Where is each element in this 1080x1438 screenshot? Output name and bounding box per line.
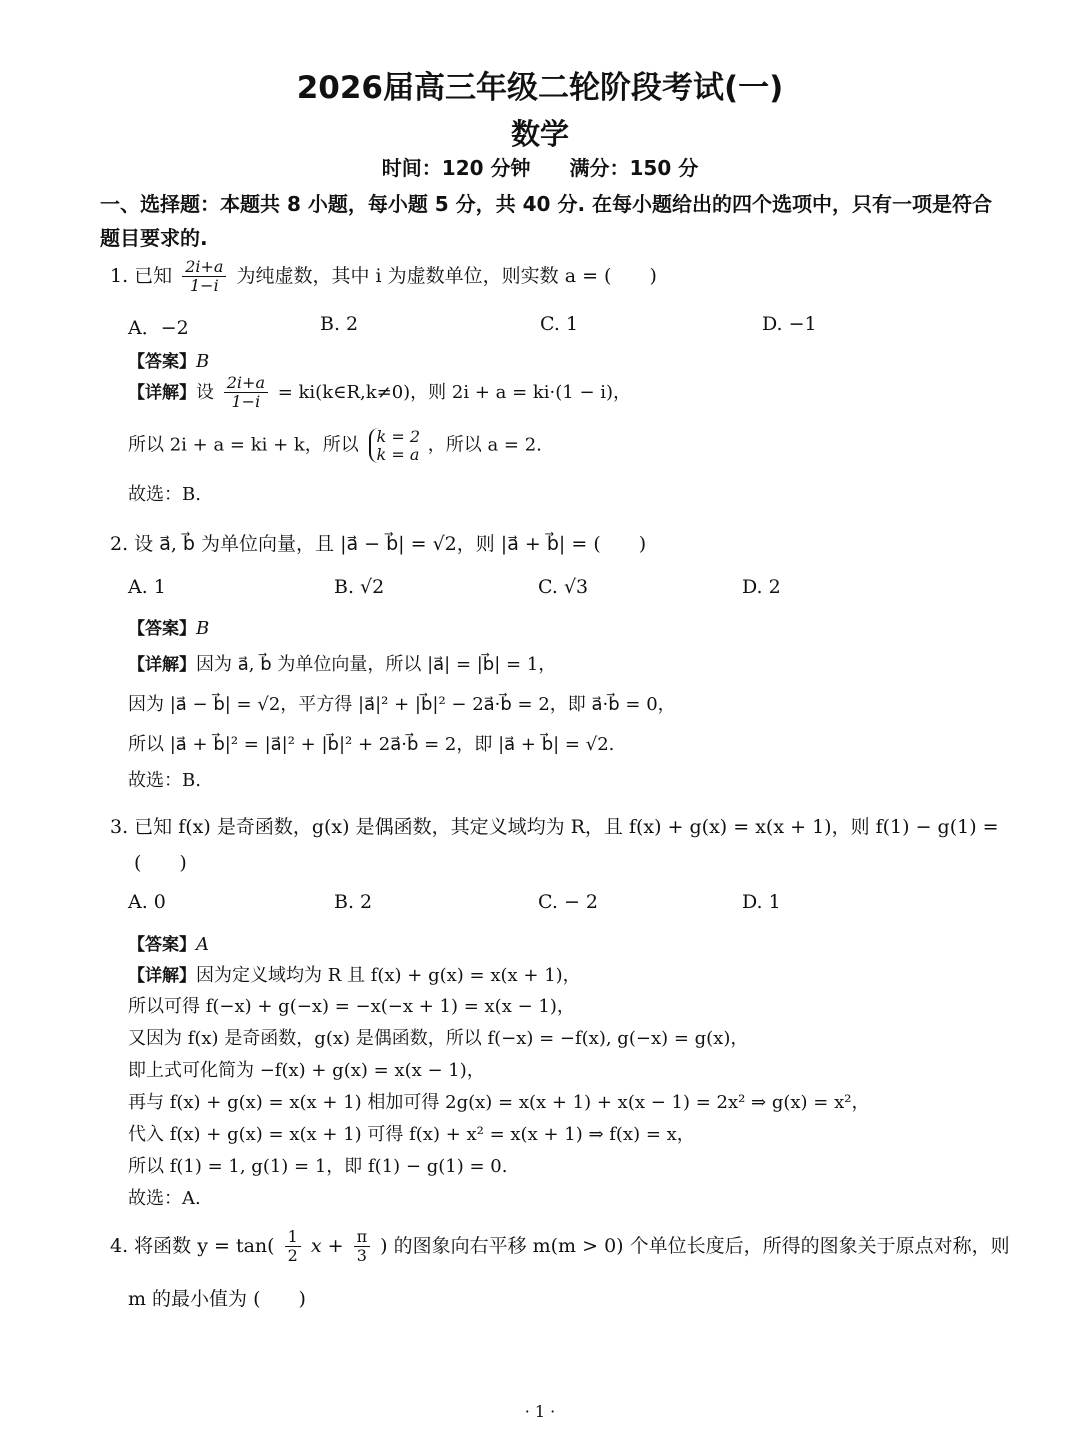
q1-case-2: k = a: [376, 444, 420, 464]
q3-detail-line8: 故选：A.: [128, 1188, 201, 1209]
section-heading-line1: 一、选择题：本题共 8 小题，每小题 5 分，共 40 分. 在每小题给出的四个选项中，只有一项是符合: [100, 192, 993, 216]
q2-detail-line4: 故选：B.: [128, 770, 201, 791]
q3-detail-line5: 再与 f(x) + g(x) = x(x + 1) 相加可得 2g(x) = x(x + 1) + x(x − 1) = 2x² ⇒ g(x) = x²，: [128, 1092, 870, 1113]
q3-detail-line4: 即上式可化简为 −f(x) + g(x) = x(x − 1)，: [128, 1060, 485, 1081]
q3-option-d: D. 1: [742, 891, 781, 913]
q1-equation-system: [369, 428, 420, 463]
q4-fraction-pi-third: [354, 1228, 371, 1266]
question-4-stem-line2: m 的最小值为 ( ): [128, 1288, 306, 1310]
q2-option-c: C. √3: [538, 576, 589, 598]
q4-f1-denominator: 2: [287, 1246, 298, 1266]
q3-detail-line6: 代入 f(x) + g(x) = x(x + 1) 可得 f(x) + x² = x(x + 1) ⇒ f(x) = x，: [128, 1124, 695, 1145]
detail-tag: 【详解】: [128, 382, 196, 403]
q1-option-c: C. 1: [540, 313, 579, 335]
q2-detail-line1: [128, 650, 556, 676]
answer-tag: 【答案】: [128, 352, 196, 372]
q4-stem-pre: 4. 将函数 y = tan(: [110, 1234, 275, 1257]
q1-stem-pre: 1. 已知: [110, 264, 173, 287]
q1-option-a: A．−2: [128, 317, 189, 339]
q3-option-c: C. − 2: [538, 891, 598, 913]
page-number: · 1 ·: [524, 1402, 556, 1421]
subject-title: 数学: [510, 117, 569, 151]
q3-answer-value: A: [196, 934, 209, 955]
q1-d1-post: = ki(k∈R,k≠0)，则 2i + a = ki·(1 − i)，: [277, 381, 632, 403]
q1-d2-pre: 所以 2i + a = ki + k，所以: [128, 434, 359, 456]
q1-detail-line3: 故选：B.: [128, 484, 201, 505]
q2-d1: 因为 a⃗, b⃗ 为单位向量，所以 |a⃗| = |b⃗| = 1，: [196, 654, 557, 675]
q3-detail-line2: 所以可得 f(−x) + g(−x) = −x(−x + 1) = x(x − 1)，: [128, 996, 575, 1017]
q1-detail-fraction-numerator: 2i+a: [224, 374, 268, 393]
full-score: 满分：150 分: [569, 156, 699, 180]
time-limit: 时间：120 分钟: [381, 156, 531, 180]
question-1-stem: [110, 258, 657, 296]
q2-answer-value: B: [196, 618, 210, 639]
q4-fraction-half: [285, 1228, 301, 1266]
q1-detail-line1: [128, 374, 631, 412]
question-4-stem-line1: [110, 1228, 1010, 1266]
q2-option-b: B. √2: [334, 576, 385, 598]
q3-detail-line3: 又因为 f(x) 是奇函数，g(x) 是偶函数，所以 f(−x) = −f(x), g(−x) = g(x)，: [128, 1028, 749, 1049]
q2-option-a: A. 1: [128, 576, 166, 598]
question-3-stem-line2: ( ): [134, 852, 187, 874]
q4-f2-denominator: 3: [356, 1246, 367, 1266]
detail-tag: 【详解】: [128, 966, 196, 986]
q1-fraction-numerator: 2i+a: [182, 258, 226, 277]
q2-detail-line3: 所以 |a⃗ + b⃗|² = |a⃗|² + |b⃗|² + 2a⃗·b⃗ = 2，即 |a⃗ + b⃗| = √2.: [128, 734, 615, 755]
q3-option-b: B. 2: [334, 891, 373, 913]
q4-f2-numerator: π: [354, 1228, 371, 1247]
q4-stem-mid: x +: [310, 1234, 344, 1257]
question-2-stem: 2. 设 a⃗, b⃗ 为单位向量，且 |a⃗ − b⃗| = √2，则 |a⃗ + b⃗| = ( ): [110, 533, 647, 555]
q3-answer: [128, 930, 209, 955]
q1-d1-pre: 设: [196, 381, 214, 403]
answer-tag: 【答案】: [128, 619, 196, 639]
q1-detail-fraction-denominator: 1−i: [231, 392, 261, 412]
q1-detail-fraction: [224, 374, 268, 412]
q1-answer: [128, 347, 209, 372]
q3-detail-line1: [128, 961, 581, 987]
exam-info: [0, 152, 1080, 181]
answer-tag: 【答案】: [128, 935, 196, 955]
detail-tag: 【详解】: [128, 655, 196, 675]
q1-option-d: D. −1: [762, 313, 817, 335]
q1-d2-post: ，所以 a = 2.: [427, 434, 542, 456]
q1-fraction-denominator: 1−i: [189, 276, 219, 296]
section-heading-line2: 题目要求的.: [100, 226, 208, 250]
q3-detail-line7: 所以 f(1) = 1, g(1) = 1，即 f(1) − g(1) = 0.: [128, 1156, 508, 1177]
q1-fraction: [182, 258, 226, 296]
q4-f1-numerator: 1: [285, 1228, 301, 1247]
q1-option-b: B. 2: [320, 313, 359, 335]
q3-d1: 因为定义域均为 R 且 f(x) + g(x) = x(x + 1)，: [196, 965, 581, 986]
question-3-stem-line1: 3. 已知 f(x) 是奇函数，g(x) 是偶函数，其定义域均为 R，且 f(x) + g(x) = x(x + 1)，则 f(1) − g(1) =: [110, 816, 999, 838]
q1-stem-post: 为纯虚数，其中 i 为虚数单位，则实数 a = ( ): [236, 264, 657, 287]
q2-option-d: D. 2: [742, 576, 781, 598]
q1-answer-value: B: [196, 351, 210, 372]
q1-detail-line2: [128, 428, 542, 463]
q1-case-1: k = 2: [376, 427, 420, 446]
exam-title: 2026届高三年级二轮阶段考试(一): [296, 70, 784, 106]
q4-stem-post: ) 的图象向右平移 m(m > 0) 个单位长度后，所得的图象关于原点对称，则: [380, 1234, 1010, 1257]
q2-detail-line2: 因为 |a⃗ − b⃗| = √2，平方得 |a⃗|² + |b⃗|² − 2a⃗·b⃗ = 2，即 a⃗·b⃗ = 0，: [128, 694, 676, 715]
q3-option-a: A. 0: [128, 891, 166, 913]
q2-answer: [128, 614, 209, 639]
